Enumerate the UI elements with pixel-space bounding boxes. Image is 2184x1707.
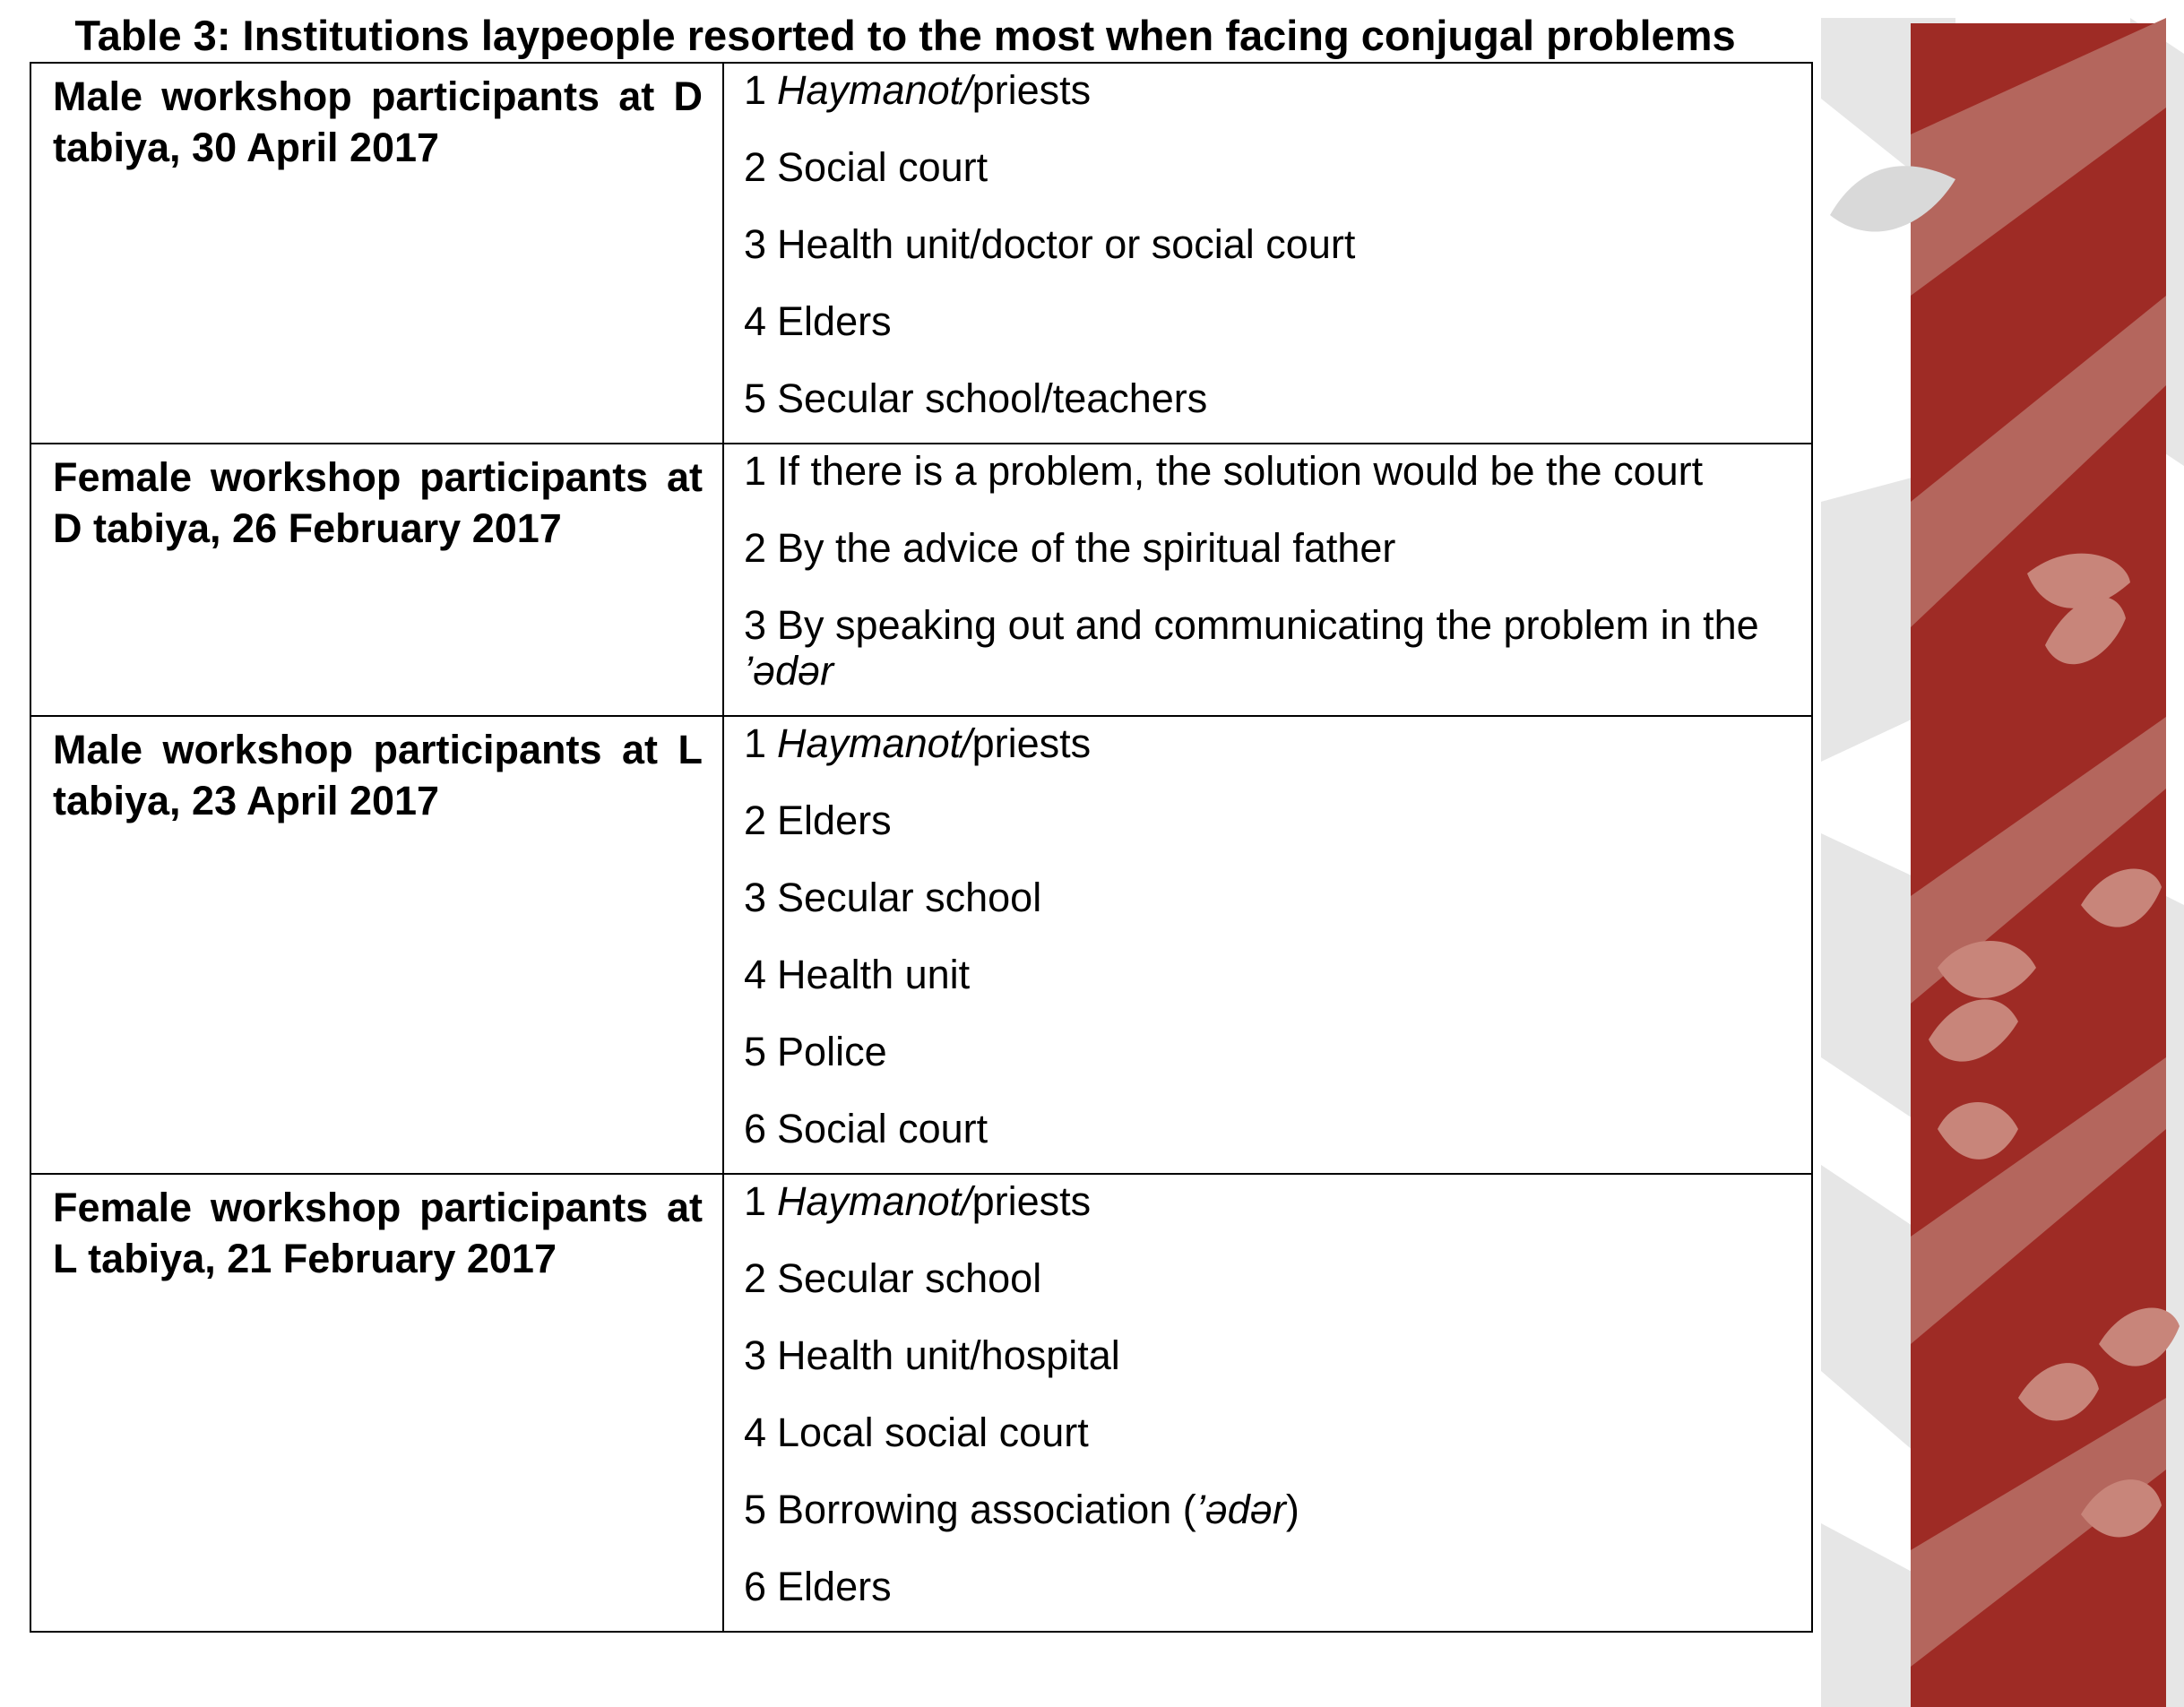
ranked-item [744,448,1791,494]
institutions-table [30,62,1813,1633]
table-row [30,444,1812,716]
italic-term: Haymanot/ [777,1178,972,1224]
ranked-item [744,1410,1791,1455]
group-label-cell: Female workshop participants at D tabiya, 26 February 2017 [30,444,723,716]
ranked-items-cell [723,63,1812,444]
table-body [30,63,1812,1632]
ranked-item [744,221,1791,267]
item-text: Secular school [777,875,1042,920]
rank-number: 5 [744,1029,767,1074]
rank-number: 4 [744,1410,767,1455]
item-text: priests [971,720,1092,766]
group-label-cell: Male workshop participants at L tabiya, 23 April 2017 [30,716,723,1174]
rank-number: 4 [744,298,767,344]
item-text: By the advice of the spiritual father [777,525,1396,571]
ranked-item [744,1029,1791,1074]
item-text: Health unit/hospital [777,1332,1120,1378]
ranked-item [744,1332,1791,1378]
ranked-item [744,67,1791,113]
rank-number: 2 [744,797,767,843]
item-text: Secular school/teachers [777,375,1208,421]
ranked-item [744,1106,1791,1151]
ranked-item [744,1178,1791,1224]
item-text: By speaking out and communicating the problem in the [777,602,1759,648]
item-text: Health unit [777,952,971,997]
decorative-side-band [1821,0,2184,1707]
rank-number: 1 [744,448,767,494]
item-text: Social court [777,144,988,190]
ranked-item [744,144,1791,190]
rank-number: 5 [744,375,767,421]
ranked-item [744,1487,1791,1532]
rank-number: 6 [744,1106,767,1151]
ranked-item [744,298,1791,344]
group-label-cell: Male workshop participants at D tabiya, 30 April 2017 [30,63,723,444]
item-text: Elders [777,797,892,843]
ranked-item [744,875,1791,920]
ranked-item [744,797,1791,843]
item-text: Health unit/doctor or social court [777,221,1356,267]
italic-term: ’ədər [1196,1487,1286,1532]
ranked-item [744,375,1791,421]
ranked-item [744,952,1791,997]
item-text: priests [971,1178,1092,1224]
ranked-item [744,720,1791,766]
table-caption: Table 3: Institutions laypeople resorted to the most when facing conjugal problems [74,12,1736,59]
rank-number: 4 [744,952,767,997]
table-row [30,63,1812,444]
rank-number: 1 [744,720,767,766]
rank-number: 3 [744,221,767,267]
ranked-items-cell [723,716,1812,1174]
rank-number: 3 [744,602,767,648]
item-text: Borrowing association ( [777,1487,1196,1532]
leaf-pattern-graphic [1821,0,2184,1707]
italic-term: Haymanot/ [777,720,972,766]
item-text: If there is a problem, the solution would be the court [777,448,1704,494]
rank-number: 1 [744,67,767,113]
rank-number: 3 [744,875,767,920]
item-text: priests [971,67,1092,113]
ranked-item [744,1255,1791,1301]
table-row [30,1174,1812,1632]
ranked-item [744,1564,1791,1609]
item-text: ) [1285,1487,1299,1532]
table-row [30,716,1812,1174]
rank-number: 2 [744,525,767,571]
item-text: Secular school [777,1255,1042,1301]
item-text: Local social court [777,1410,1089,1455]
group-label-cell: Female workshop participants at L tabiya, 21 February 2017 [30,1174,723,1632]
rank-number: 5 [744,1487,767,1532]
ranked-items-cell [723,1174,1812,1632]
italic-term: Haymanot/ [777,67,972,113]
ranked-item [744,602,1791,694]
rank-number: 6 [744,1564,767,1609]
item-text: Police [777,1029,887,1074]
rank-number: 3 [744,1332,767,1378]
ranked-items-cell [723,444,1812,716]
ranked-item [744,525,1791,571]
rank-number: 2 [744,144,767,190]
rank-number: 1 [744,1178,767,1224]
item-text: Elders [777,1564,892,1609]
italic-term: ’ədər [744,648,834,694]
item-text: Elders [777,298,892,344]
rank-number: 2 [744,1255,767,1301]
item-text: Social court [777,1106,988,1151]
